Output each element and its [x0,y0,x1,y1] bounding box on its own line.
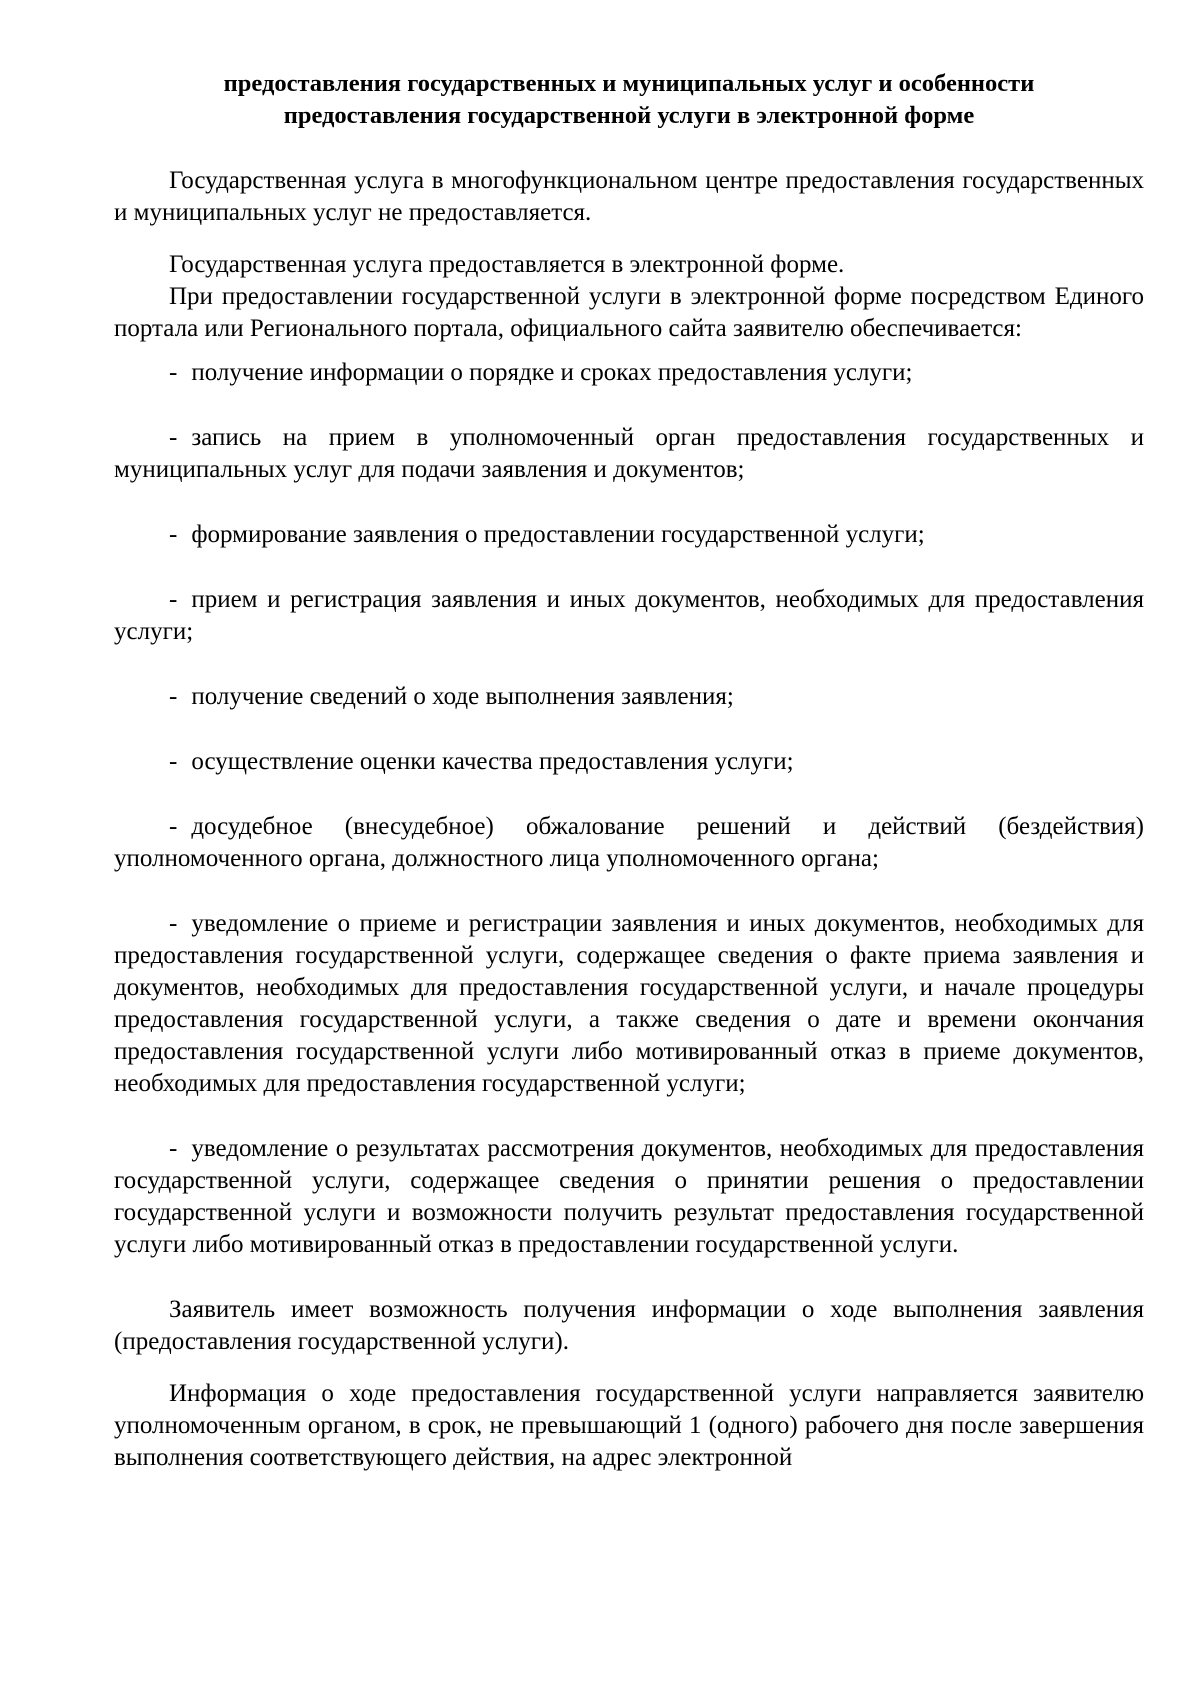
paragraph-mfc-not-provided: Государственная услуга в многофункциональном центре предоставления государственных и муниципальных услуг не предоставляется. [114,167,1144,226]
list-item [114,519,1144,551]
list-item-text: получение информации о порядке и сроках предоставления услуги; [191,359,913,386]
list-item [114,584,1144,648]
list-dash: - [169,424,178,451]
list-dash: - [169,813,178,840]
list-item [114,746,1144,778]
list-item [114,422,1144,486]
list-dash: - [169,1135,178,1162]
list-item-text: осуществление оценки качества предоставления услуги; [191,748,794,775]
list-item-text: уведомление о результатах рассмотрения документов, необходимых для предоставления государственной услуги, содержащее сведения о принятии решения о предоставлении государственной услуги и возможности получить результат предоставления государственной услуги либо мотивированный отказ в предоставлении государственной услуги. [114,1135,1144,1258]
paragraph-electronic-form: Государственная услуга предоставляется в электронной форме. [169,251,845,278]
list-item-text: прием и регистрация заявления и иных документов, необходимых для предоставления услуги; [114,586,1144,645]
list-item [114,1133,1144,1261]
list-item [114,811,1144,875]
list-dash: - [169,910,178,937]
list-item-text: уведомление о приеме и регистрации заявления и иных документов, необходимых для предоставления государственной услуги, содержащее сведения о факте приема заявления и документов, необходимых для предоставления государственной услуги, и начале процедуры предоставления государственной услуги, а также сведения о дате и времени окончания предоставления государственной услуги либо мотивированный отказ в приеме документов, необходимых для предоставления государственной услуги; [114,910,1144,1097]
section-heading [114,68,1144,132]
list-item-text: получение сведений о ходе выполнения заявления; [191,683,734,710]
document-page [114,68,1144,1494]
paragraph-applicant-info: Заявитель имеет возможность получения информации о ходе выполнения заявления (предоставления государственной услуги). [114,1296,1144,1355]
list-item-text: досудебное (внесудебное) обжалование решений и действий (бездействия) уполномоченного органа, должностного лица уполномоченного органа; [114,813,1144,872]
list-dash: - [169,748,178,775]
list-dash: - [169,683,178,710]
list-item [114,681,1144,713]
paragraph-info-delivery: Информация о ходе предоставления государственной услуги направляется заявителю уполномоченным органом, в срок, не превышающий 1 (одного) рабочего дня после завершения выполнения соответствующего действия, на адрес электронной [114,1380,1144,1471]
heading-line-1: предоставления государственных и муниципальных услуг и особенности [223,70,1035,97]
paragraph-portal-provides: При предоставлении государственной услуги в электронной форме посредством Единого портала или Регионального портала, официального сайта заявителю обеспечивается: [114,283,1144,342]
list-item [114,908,1144,1100]
services-list [114,357,1144,1261]
list-item-text: запись на прием в уполномоченный орган предоставления государственных и муниципальных услуг для подачи заявления и документов; [114,424,1144,483]
list-dash: - [169,521,178,548]
heading-line-2: предоставления государственной услуги в электронной форме [283,102,975,129]
list-dash: - [169,586,178,613]
list-item-text: формирование заявления о предоставлении государственной услуги; [191,521,925,548]
list-dash: - [169,359,178,386]
list-item [114,357,1144,389]
